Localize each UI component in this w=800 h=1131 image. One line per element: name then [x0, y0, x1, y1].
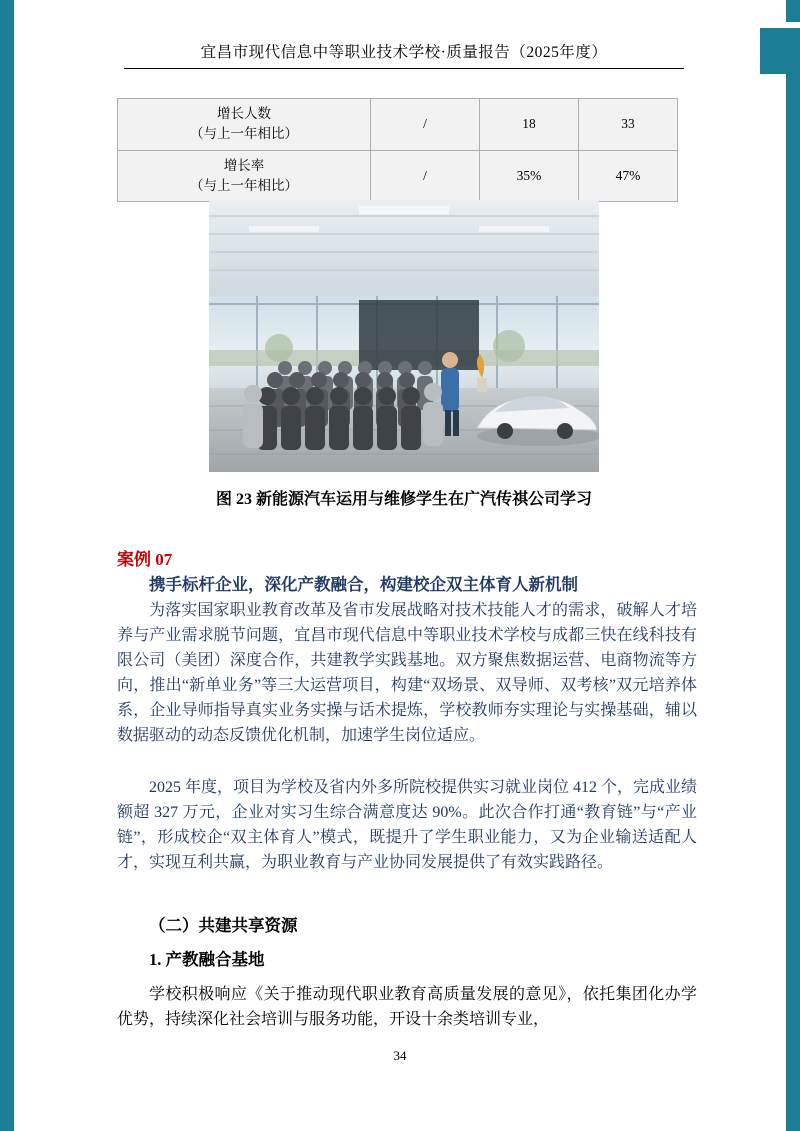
running-header: 宜昌市现代信息中等职业技术学校·质量报告（2025年度）: [200, 44, 608, 61]
page-content: [14, 0, 786, 1131]
table-cell-value: 18: [480, 99, 579, 151]
section-heading-resources: （二）共建共享资源: [149, 916, 298, 935]
table-cell-value: 33: [579, 99, 678, 151]
table-row: [118, 150, 678, 202]
decorative-right-top-bar: [786, 0, 800, 22]
paragraph-text: 学校积极响应《关于推动现代职业教育高质量发展的意见》，依托集团化办学优势，持续深化社会培训与服务功能，开设十余类培训专业，: [117, 986, 697, 1028]
case-paragraph-2: [117, 775, 697, 875]
case-title: 携手标杆企业，深化产教融合，构建校企双主体育人新机制: [149, 575, 578, 594]
table-row: [118, 99, 678, 151]
table-cell-label: [118, 150, 371, 202]
table-cell-label-line2: （与上一年相比）: [190, 177, 298, 193]
table-cell-value: /: [371, 150, 480, 202]
photo-illustration: [209, 200, 599, 472]
section-paragraph: [117, 982, 697, 1032]
growth-table: [117, 98, 678, 202]
header-divider: [124, 68, 684, 69]
table-cell-label-line2: （与上一年相比）: [190, 126, 298, 142]
table-cell-value: /: [371, 99, 480, 151]
decorative-left-bar: [0, 0, 14, 1131]
case-paragraph-1: [117, 598, 697, 748]
case-label: 案例 07: [117, 550, 173, 569]
table-cell-label: [118, 99, 371, 151]
paragraph-text: 为落实国家职业教育改革及省市发展战略对技术技能人才的需求，破解人才培养与产业需求脱节问题，宜昌市现代信息中等职业技术学校与成都三快在线科技有限公司（美团）深度合作，共建教学实践基地。双方聚焦数据运营、电商物流等方向，推出“新单业务”等三大运营项目，构建“双场景、双导师、双考核”双元培养体系，企业导师指导真实业务实操与话术提炼，学校教师夯实理论与实操基础，辅以数据驱动的动态反馈优化机制，加速学生岗位适应。: [117, 602, 697, 744]
table-cell-value: 47%: [579, 150, 678, 202]
paragraph-text: 2025 年度，项目为学校及省内外多所院校提供实习就业岗位 412 个，完成业绩额超 327 万元，企业对实习生综合满意度达 90%。此次合作打通“教育链”与“产业链”，形成校企“双主体育人”模式，既提升了学生职业能力，又为企业输送适配人才，实现互利共赢，为职业教育与产业协同发展提供了有效实践路径。: [117, 779, 698, 871]
page-number: 34: [393, 1048, 407, 1063]
figure-caption: 图 23 新能源汽车运用与维修学生在广汽传祺公司学习: [215, 491, 592, 508]
table-cell-label-line1: 增长人数: [217, 106, 271, 121]
figure-photo: [209, 200, 599, 472]
table-cell-label-line1: 增长率: [223, 157, 265, 173]
table-cell-value: 35%: [480, 150, 579, 202]
decorative-right-bar: [786, 28, 800, 1131]
section-heading-base: 1. 产教融合基地: [149, 950, 265, 969]
